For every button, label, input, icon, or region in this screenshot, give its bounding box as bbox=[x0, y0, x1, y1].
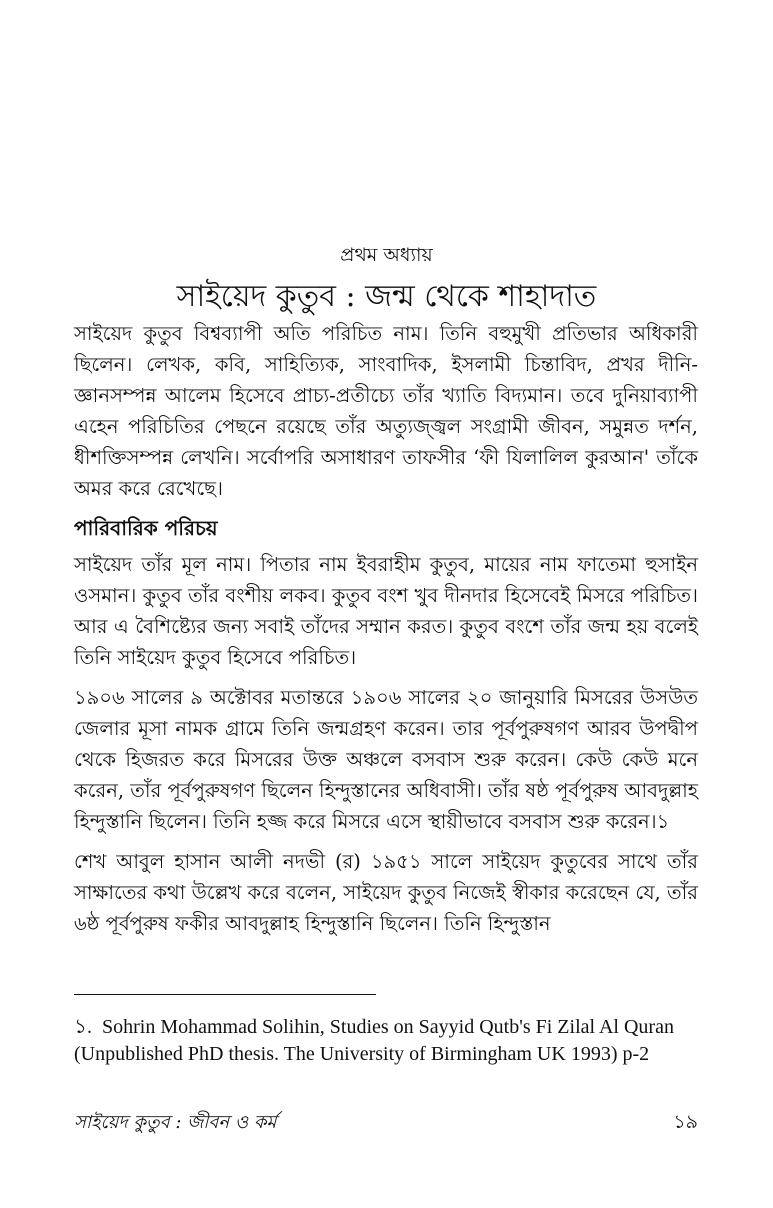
section-paragraph-1: সাইয়েদ তাঁর মূল নাম। পিতার নাম ইবরাহীম কুতুব, মায়ের নাম ফাতেমা হুসাইন ওসমান। কুতুব তাঁর বংশীয় লকব। কুতুব বংশ খুব দীনদার হিসেবেই মিসরে পরিচিত। আর এ বৈশিষ্ট্যের জন্য সবাই তাঁদের সম্মান করত। কুতুব বংশে তাঁর জন্ম হয় বলেই তিনি সাইয়েদ কুতুব হিসেবে পরিচিত। bbox=[74, 553, 698, 669]
page-number: ১৯ bbox=[673, 1111, 698, 1133]
intro-paragraph: সাইয়েদ কুতুব বিশ্বব্যাপী অতি পরিচিত নাম। তিনি বহুমুখী প্রতিভার অধিকারী ছিলেন। লেখক, কবি, সাহিত্যিক, সাংবাদিক, ইসলামী চিন্তাবিদ, প্রখর দীনি-জ্ঞানসম্পন্ন আলেম হিসেবে প্রাচ্য-প্রতীচ্যে তাঁর খ্যাতি বিদ্যমান। তবে দুনিয়াব্যাপী এহেন পরিচিতির পেছনে রয়েছে তাঁর অত্যুজ্জ্বল সংগ্রামী জীবন, সমুন্নত দর্শন, ধীশক্তিসম্পন্ন লেখনি। সর্বোপরি অসাধারণ তাফসীর ‘ফী যিলালিল কুরআন' তাঁকে অমর করে রেখেছে। bbox=[74, 322, 698, 500]
footnote bbox=[74, 1014, 704, 1068]
chapter-title: সাইয়েদ কুতুব : জন্ম থেকে শাহাদাত bbox=[176, 279, 597, 314]
footnote-text: Sohrin Mohammad Solihin, Studies on Sayyid Qutb's Fi Zilal Al Quran (Unpublished PhD thesis. The University of Birmingham UK 1993) p-2 bbox=[74, 1016, 674, 1065]
body-text bbox=[74, 318, 698, 948]
running-footer bbox=[74, 1108, 698, 1138]
footer-book-title: সাইয়েদ কুতুব : জীবন ও কর্ম bbox=[74, 1112, 277, 1133]
footnote-divider bbox=[74, 994, 376, 995]
chapter-label: প্রথম অধ্যায় bbox=[340, 244, 433, 266]
section-paragraph-2: ১৯০৬ সালের ৯ অক্টোবর মতান্তরে ১৯০৬ সালের ২০ জানুয়ারি মিসরের উসউত জেলার মূসা নামক গ্রামে তিনি জন্মগ্রহণ করেন। তার পূর্বপুরুষগণ আরব উপদ্বীপ থেকে হিজরত করে মিসরের উক্ত অঞ্চলে বসবাস শুরু করেন। কেউ কেউ মনে করেন, তাঁর পূর্বপুরুষগণ ছিলেন হিন্দুস্তানের অধিবাসী। তাঁর ষষ্ঠ পূর্বপুরুষ আবদুল্লাহ হিন্দুস্তানি ছিলেন। তিনি হজ্জ করে মিসরে এসে স্থায়ীভাবে বসবাস শুরু করেন।১ bbox=[74, 686, 698, 833]
footnote-marker: ১. bbox=[74, 1016, 92, 1038]
section-paragraph-3: শেখ আবুল হাসান আলী নদভী (র) ১৯৫১ সালে সাইয়েদ কুতুবের সাথে তাঁর সাক্ষাতের কথা উল্লেখ করে বলেন, সাইয়েদ কুতুব নিজেই স্বীকার করেছেন যে, তাঁর ৬ষ্ঠ পূর্বপুরুষ ফকীর আবদুল্লাহ হিন্দুস্তানি ছিলেন। তিনি হিন্দুস্তান bbox=[74, 850, 698, 935]
section-heading: পারিবারিক পরিচয় bbox=[74, 516, 218, 540]
